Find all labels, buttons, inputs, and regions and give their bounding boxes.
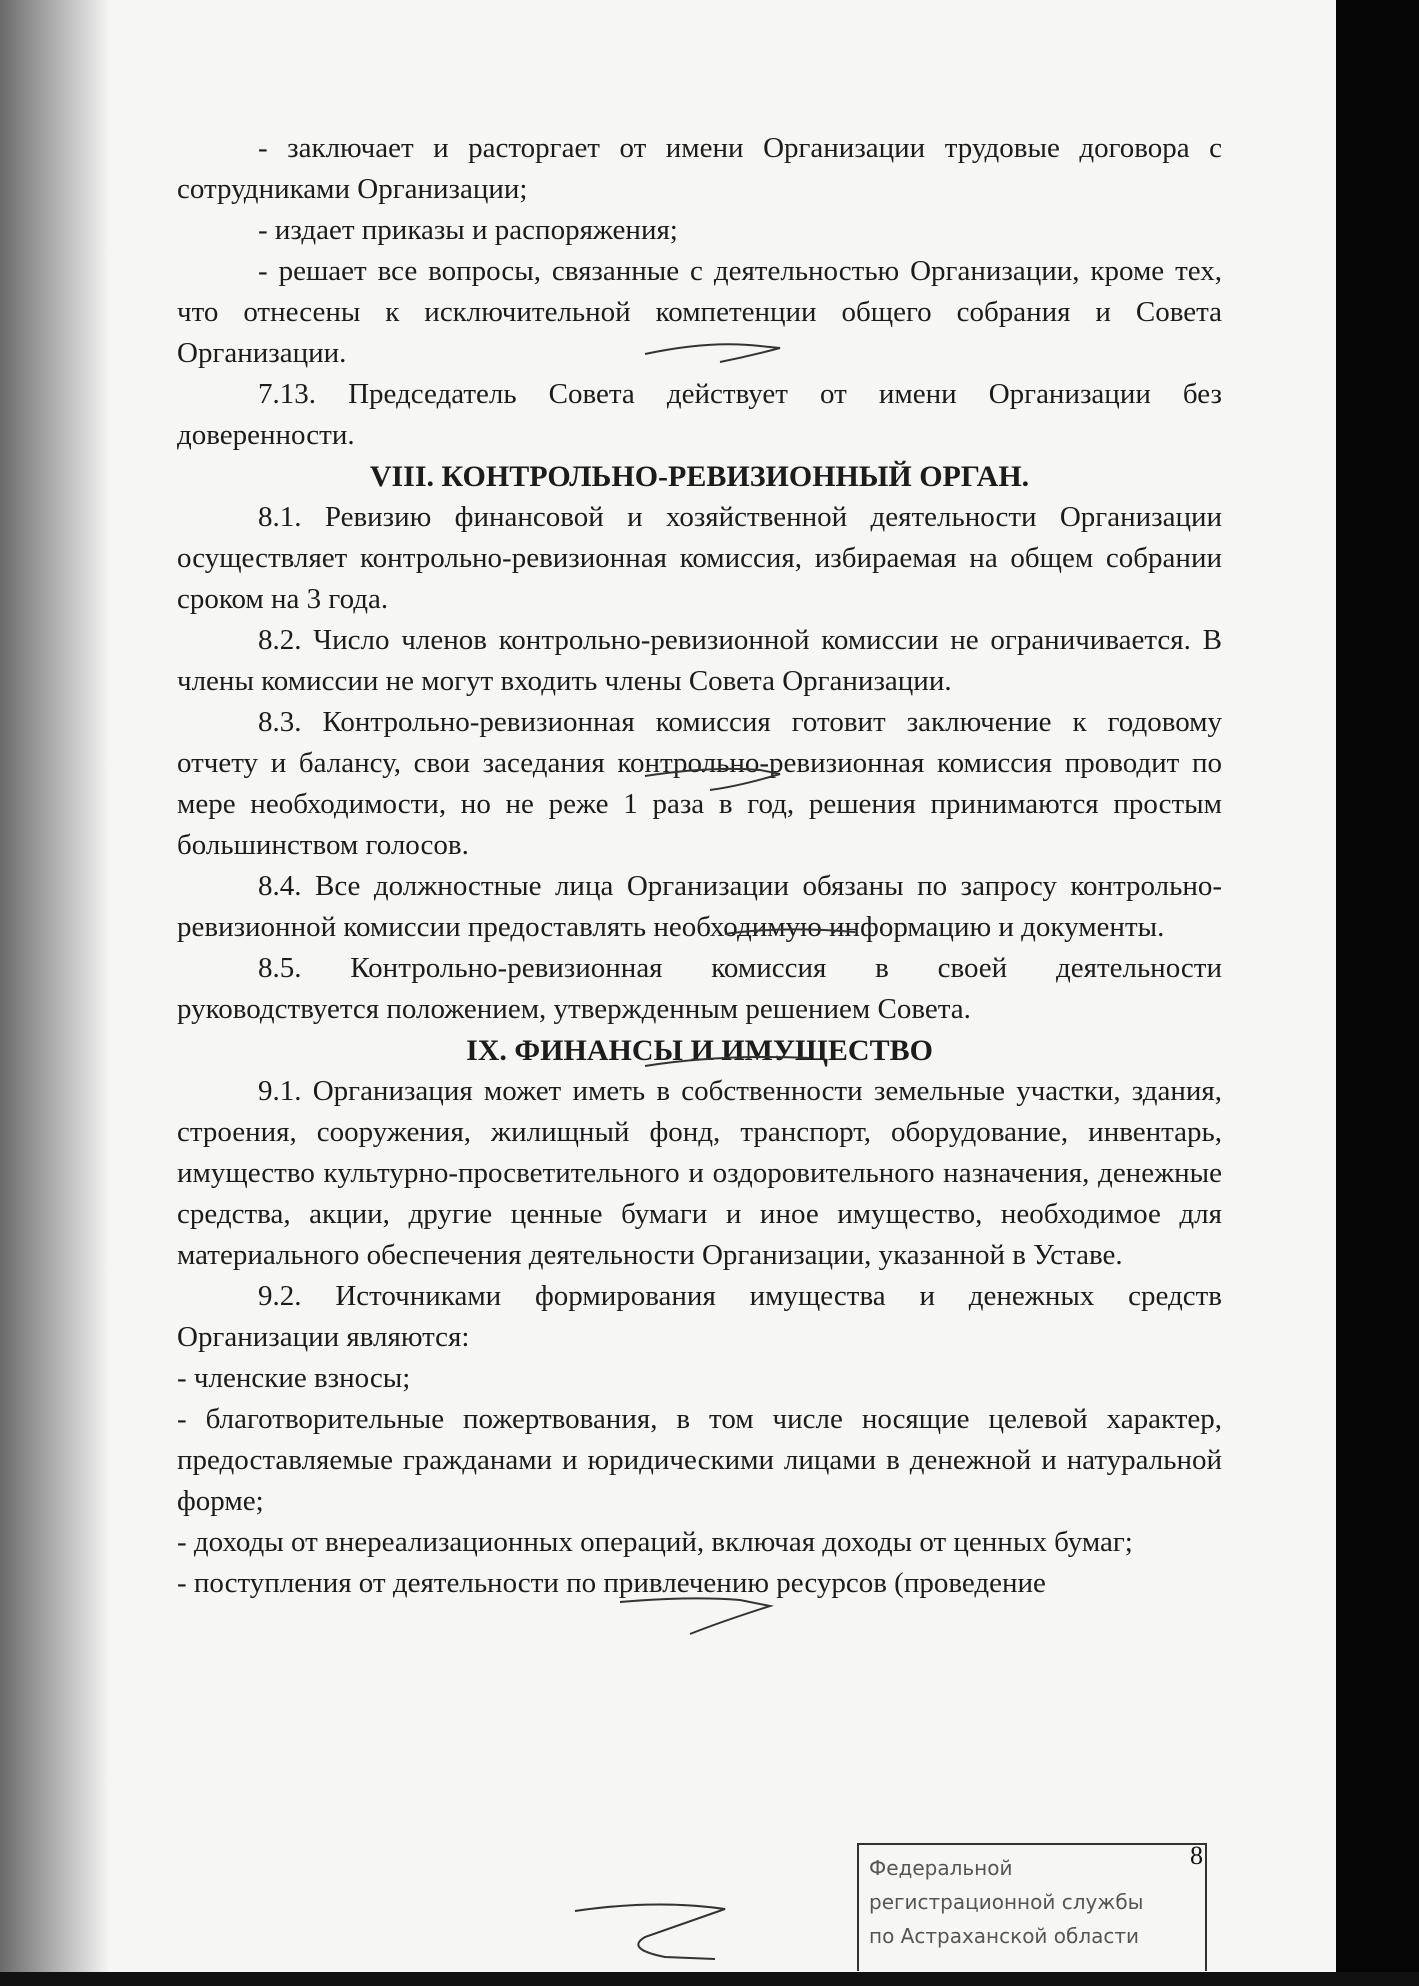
signature-mark: [640, 1050, 820, 1080]
stamp-line: по Астраханской области: [869, 1924, 1140, 1948]
registration-stamp: [857, 1843, 1207, 1971]
section-heading: IX. ФИНАНСЫ И ИМУЩЕСТВО: [466, 1034, 933, 1067]
paragraph: 8.1. Ревизию финансовой и хозяйственной деятельности Организации осуществляет контрольно-ревизионная комиссия, избираемая на общем собрании сроком на 3 года.: [177, 501, 1222, 615]
paragraph: - доходы от внереализационных операций, включая доходы от ценных бумаг;: [177, 1526, 1133, 1558]
paragraph: 9.2. Источниками формирования имущества и денежных средств Организации являются:: [177, 1280, 1222, 1353]
section-heading: VIII. КОНТРОЛЬНО-РЕВИЗИОННЫЙ ОРГАН.: [369, 460, 1030, 493]
paragraph: 7.13. Председатель Совета действует от имени Организации без доверенности.: [177, 378, 1222, 451]
paragraph: 8.2. Число членов контрольно-ревизионной комиссии не ограничивается. В члены комиссии не могут входить члены Совета Организации.: [177, 624, 1222, 697]
paragraph: 8.5. Контрольно-ревизионная комиссия в своей деятельности руководствуется положением, утвержденным решением Совета.: [177, 952, 1222, 1025]
paragraph: - издает приказы и распоряжения;: [258, 214, 678, 246]
paragraph: - решает все вопросы, связанные с деятельностью Организации, кроме тех, что отнесены к исключительной компетенции общего собрания и Совета Организации.: [177, 255, 1222, 369]
scan-right-border: [1336, 0, 1419, 1986]
paragraph: - благотворительные пожертвования, в том числе носящие целевой характер, предоставляемые гражданами и юридическими лицами в денежной и натуральной форме;: [177, 1403, 1222, 1517]
stamp-line: регистрационной службы: [869, 1890, 1144, 1914]
signature-mark: [640, 762, 810, 796]
paragraph: 9.1. Организация может иметь в собственности земельные участки, здания, строения, сооружения, жилищный фонд, транспорт, оборудование, инвентарь, имущество культурно-просветительного и оздоровительного назначения, денежные средства, акции, другие ценные бумаги и иное имущество, необходимое для материального обеспечения деятельности Организации, указанной в Уставе.: [177, 1075, 1222, 1271]
signature-mark: [565, 1897, 755, 1969]
signature-mark: [610, 1592, 810, 1642]
scan-bottom-border: [0, 1972, 1419, 1986]
stamp-line: Федеральной: [869, 1856, 1013, 1880]
scan-binding-shadow: [0, 0, 110, 1986]
page-number: 8: [1190, 1841, 1203, 1870]
signature-mark: [640, 336, 810, 366]
paragraph: 8.3. Контрольно-ревизионная комиссия готовит заключение к годовому отчету и балансу, свои заседания контрольно-ревизионная комиссия проводит по мере необходимости, но не реже 1 раза в год, решения принимаются простым большинством голосов.: [177, 706, 1222, 861]
paragraph: - членские взносы;: [177, 1362, 411, 1394]
paragraph: - поступления от деятельности по привлечению ресурсов (проведение: [177, 1567, 1046, 1599]
signature-mark: [720, 922, 860, 942]
paragraph: 8.4. Все должностные лица Организации обязаны по запросу контрольно-ревизионной комиссии предоставлять необходимую информацию и документы.: [177, 870, 1222, 943]
paragraph: - заключает и расторгает от имени Организации трудовые договора с сотрудниками Организации;: [177, 132, 1222, 205]
